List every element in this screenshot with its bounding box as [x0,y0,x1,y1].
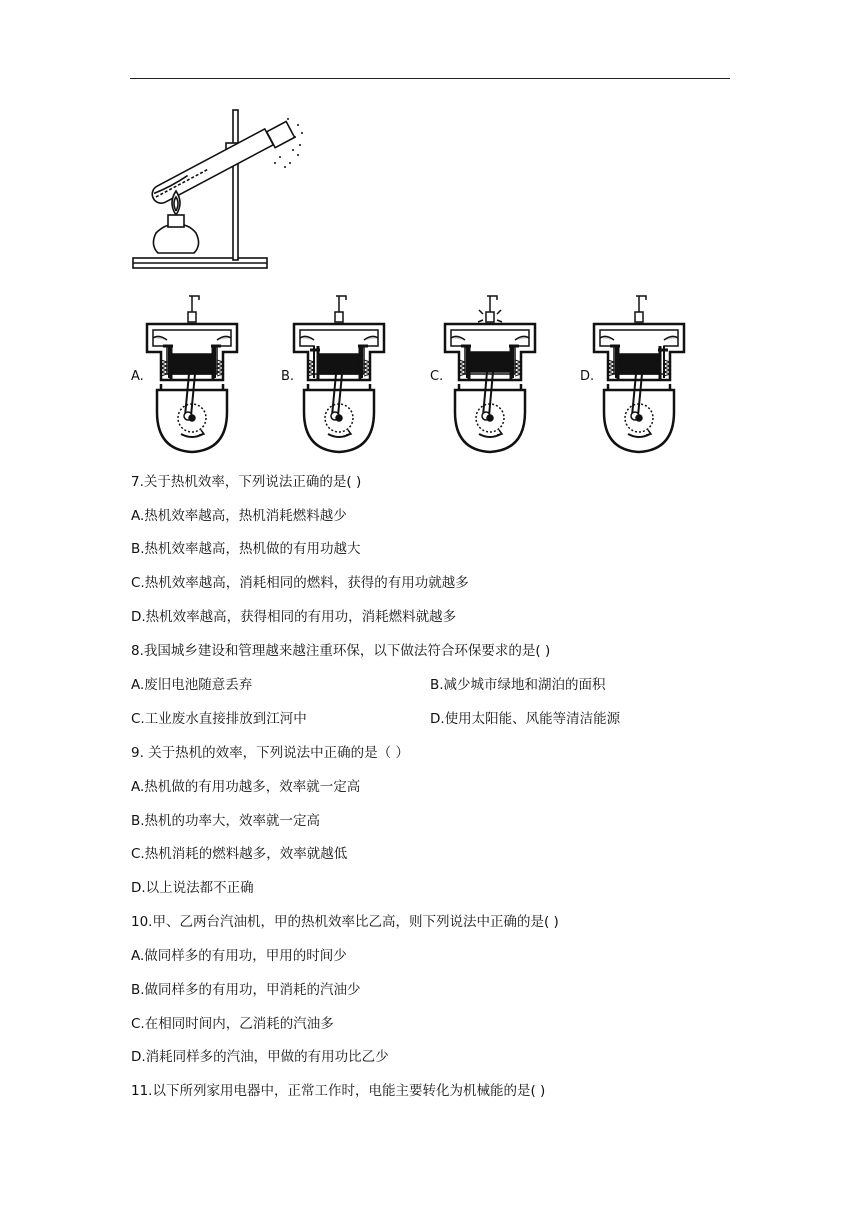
question-8-option-d: D.使用太阳能、风能等清洁能源 [430,711,621,727]
question-9-option-d: D.以上说法都不正确 [131,880,254,896]
question-10-stem: 10.甲、乙两台汽油机，甲的热机效率比乙高，则下列说法中正确的是( ) [131,914,559,930]
question-8-stem: 8.我国城乡建设和管理越来越注重环保，以下做法符合环保要求的是( ) [131,643,551,659]
question-11-stem: 11.以下所列家用电器中，正常工作时，电能主要转化为机械能的是( ) [131,1083,546,1099]
question-9-option-c: C.热机消耗的燃料越多，效率就越低 [131,846,348,862]
header-rule [130,78,730,79]
question-7-option-d: D.热机效率越高，获得相同的有用功，消耗燃料就越多 [131,609,457,625]
question-9-option-b: B.热机的功率大，效率就一定高 [131,813,321,829]
question-9-option-a: A.热机做的有用功越多，效率就一定高 [131,779,361,795]
engine-diagram-d [592,294,687,456]
question-10-option-a: A.做同样多的有用功，甲用的时间少 [131,948,347,964]
engine-diagram-a [145,294,240,456]
engine-label-a: A. [131,369,144,384]
engine-diagram-c [443,294,538,456]
engine-label-b: B. [281,369,295,384]
test-tube-apparatus-figure [130,105,305,273]
question-7-stem: 7.关于热机效率，下列说法正确的是( ) [131,474,362,490]
question-10-option-c: C.在相同时间内，乙消耗的汽油多 [131,1016,334,1032]
question-9-stem: 9. 关于热机的效率，下列说法中正确的是（ ） [131,745,409,761]
question-10-option-d: D.消耗同样多的汽油，甲做的有用功比乙少 [131,1049,389,1065]
question-7-option-a: A.热机效率越高，热机消耗燃料越少 [131,508,347,524]
question-8-option-c: C.工业废水直接排放到江河中 [131,711,307,727]
question-7-option-b: B.热机效率越高，热机做的有用功越大 [131,541,361,557]
question-8-option-a: A.废旧电池随意丢弃 [131,677,253,693]
question-7-option-c: C.热机效率越高，消耗相同的燃料，获得的有用功就越多 [131,575,469,591]
question-10-option-b: B.做同样多的有用功，甲消耗的汽油少 [131,982,361,998]
question-8-option-b: B.减少城市绿地和湖泊的面积 [430,677,606,693]
engine-diagram-b [292,294,387,456]
engine-label-d: D. [580,369,595,384]
engine-label-c: C. [430,369,444,384]
